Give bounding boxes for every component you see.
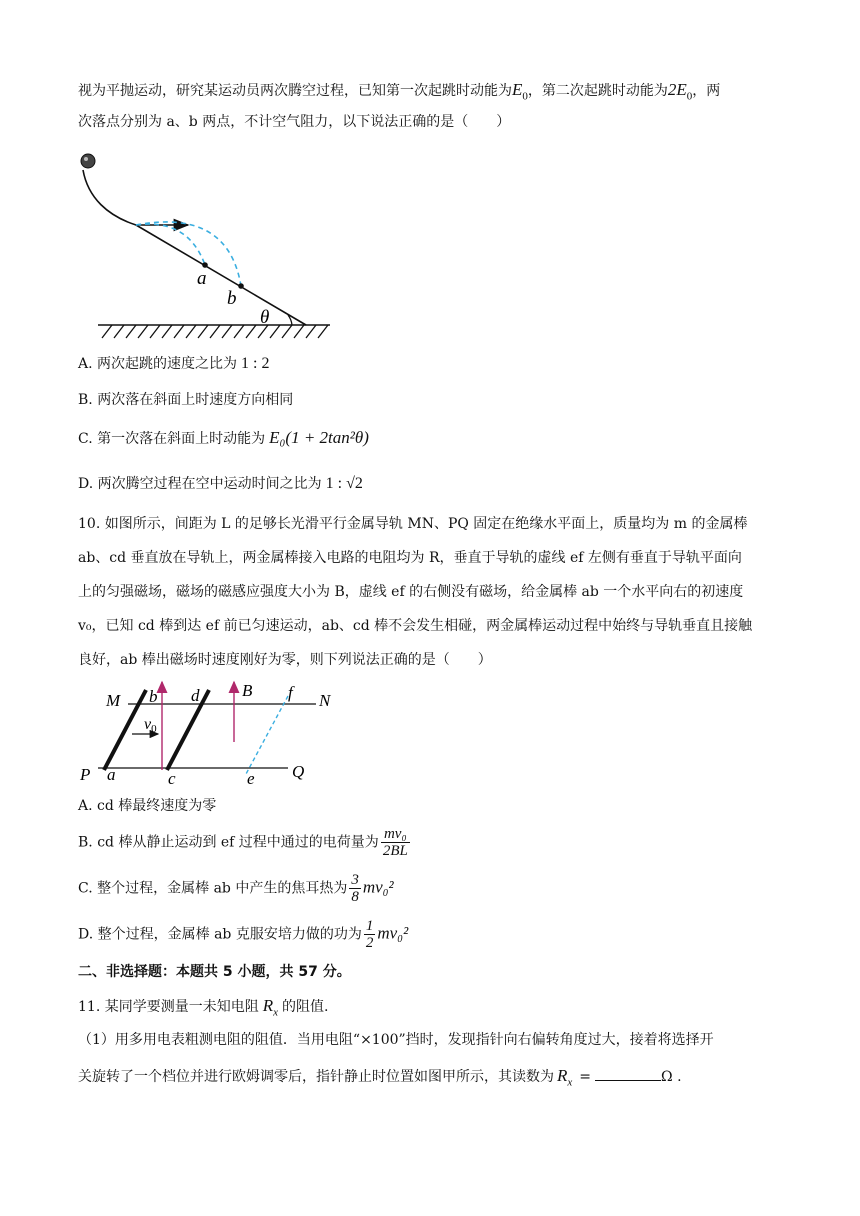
q10-line-5: 良好，ab 棒出磁场时速度刚好为零，则下列说法正确的是（ ） [78, 652, 492, 668]
svg-text:Q: Q [292, 762, 305, 781]
q9-option-d[interactable]: D. 两次腾空过程在空中运动时间之比为 1 : √2 [78, 475, 363, 492]
section-2-heading: 二、非选择题：本题共 5 小题，共 57 分。 [78, 964, 351, 980]
slope-line [136, 225, 306, 325]
q10-line-1: 10. 如图所示，间距为 L 的足够长光滑平行金属导轨 MN、PQ 固定在绝缘水平面上，质量均为 m 的金属棒 [78, 516, 748, 532]
q10-option-b[interactable]: B. cd 棒从静止运动到 ef 过程中通过的电荷量为 $\frac{\text{mv₀}}{2BL}$ [78, 826, 408, 859]
q9-ski-jump-figure [78, 148, 348, 344]
point-b [238, 283, 244, 289]
svg-text:f: f [288, 683, 293, 702]
q9-line-1: 视为平抛运动，研究某运动员两次腾空过程，已知第一次起跳时动能为$E_0$，第二次起跳时动能为$2E_0$，两 [78, 80, 721, 103]
q10-line-3: 上的匀强磁场，磁场的磁感应强度大小为 B，虚线 ef 的右侧没有磁场，给金属棒 ab 一个水平向右的初速度 [78, 584, 744, 600]
q9-option-c[interactable]: C. 第一次落在斜面上时动能为 E₀(1 + 2tan²θ) [78, 428, 369, 447]
ramp-curve [83, 170, 136, 225]
ground-hatching [102, 325, 328, 338]
label-b: b [227, 288, 237, 309]
q10-option-a[interactable]: A. cd 棒最终速度为零 [78, 798, 217, 814]
svg-text:N: N [319, 691, 331, 710]
q10-rails-figure [78, 680, 350, 786]
label-a: a [197, 268, 207, 289]
rod-cd [167, 690, 209, 770]
q9-option-b[interactable]: B. 两次落在斜面上时速度方向相同 [78, 392, 294, 408]
ball [81, 154, 95, 168]
trajectory-b [136, 222, 241, 286]
q10-option-d[interactable]: D. 整个过程，金属棒 ab 克服安培力做的功为 $\frac{1}{2}$ mv₀² [78, 918, 409, 951]
q9-option-a[interactable]: A. 两次起跳的速度之比为 1 : 2 [78, 355, 270, 372]
point-a [202, 262, 208, 268]
boundary-ef [246, 696, 288, 774]
q11-line-1: 11. 某同学要测量一未知电阻 $R_x$ 的阻值. [78, 996, 329, 1019]
q10-line-4: v₀，已知 cd 棒到达 ef 前已匀速运动，ab、cd 棒不会发生相碰，两金属棒运动过程中始终与导轨垂直且接触 [78, 618, 753, 634]
svg-text:v0: v0 [144, 716, 157, 735]
e0-symbol: $E_0$ [512, 80, 528, 103]
svg-text:B: B [242, 681, 253, 700]
svg-text:c: c [168, 769, 176, 786]
svg-text:e: e [247, 769, 255, 786]
label-theta: θ [260, 307, 270, 328]
answer-blank[interactable] [595, 1066, 661, 1081]
q11-line-2: （1）用多用电表粗测电阻的阻值．当用电阻“×100”挡时，发现指针向右偏转角度过大，接着将选择开 [78, 1032, 714, 1048]
svg-text:a: a [107, 765, 116, 784]
svg-text:P: P [80, 765, 91, 784]
q11-line-3: 关旋转了一个档位并进行欧姆调零后，指针静止时位置如图甲所示，其读数为 $R_x = \Omega$ . [78, 1066, 682, 1089]
2e0-symbol: $2E_0$ [667, 80, 693, 103]
q10-option-c[interactable]: C. 整个过程，金属棒 ab 中产生的焦耳热为 $\frac{3}{8}$ mv₀² [78, 872, 394, 905]
svg-text:M: M [106, 691, 121, 710]
q10-line-2: ab、cd 垂直放在导轨上，两金属棒接入电路的电阻均为 R，垂直于导轨的虚线 ef 左侧有垂直于导轨平面向 [78, 550, 742, 566]
svg-text:b: b [149, 687, 158, 706]
q9-line-2: 次落点分别为 a、b 两点，不计空气阻力，以下说法正确的是（ ） [78, 114, 511, 130]
svg-text:d: d [191, 686, 200, 705]
